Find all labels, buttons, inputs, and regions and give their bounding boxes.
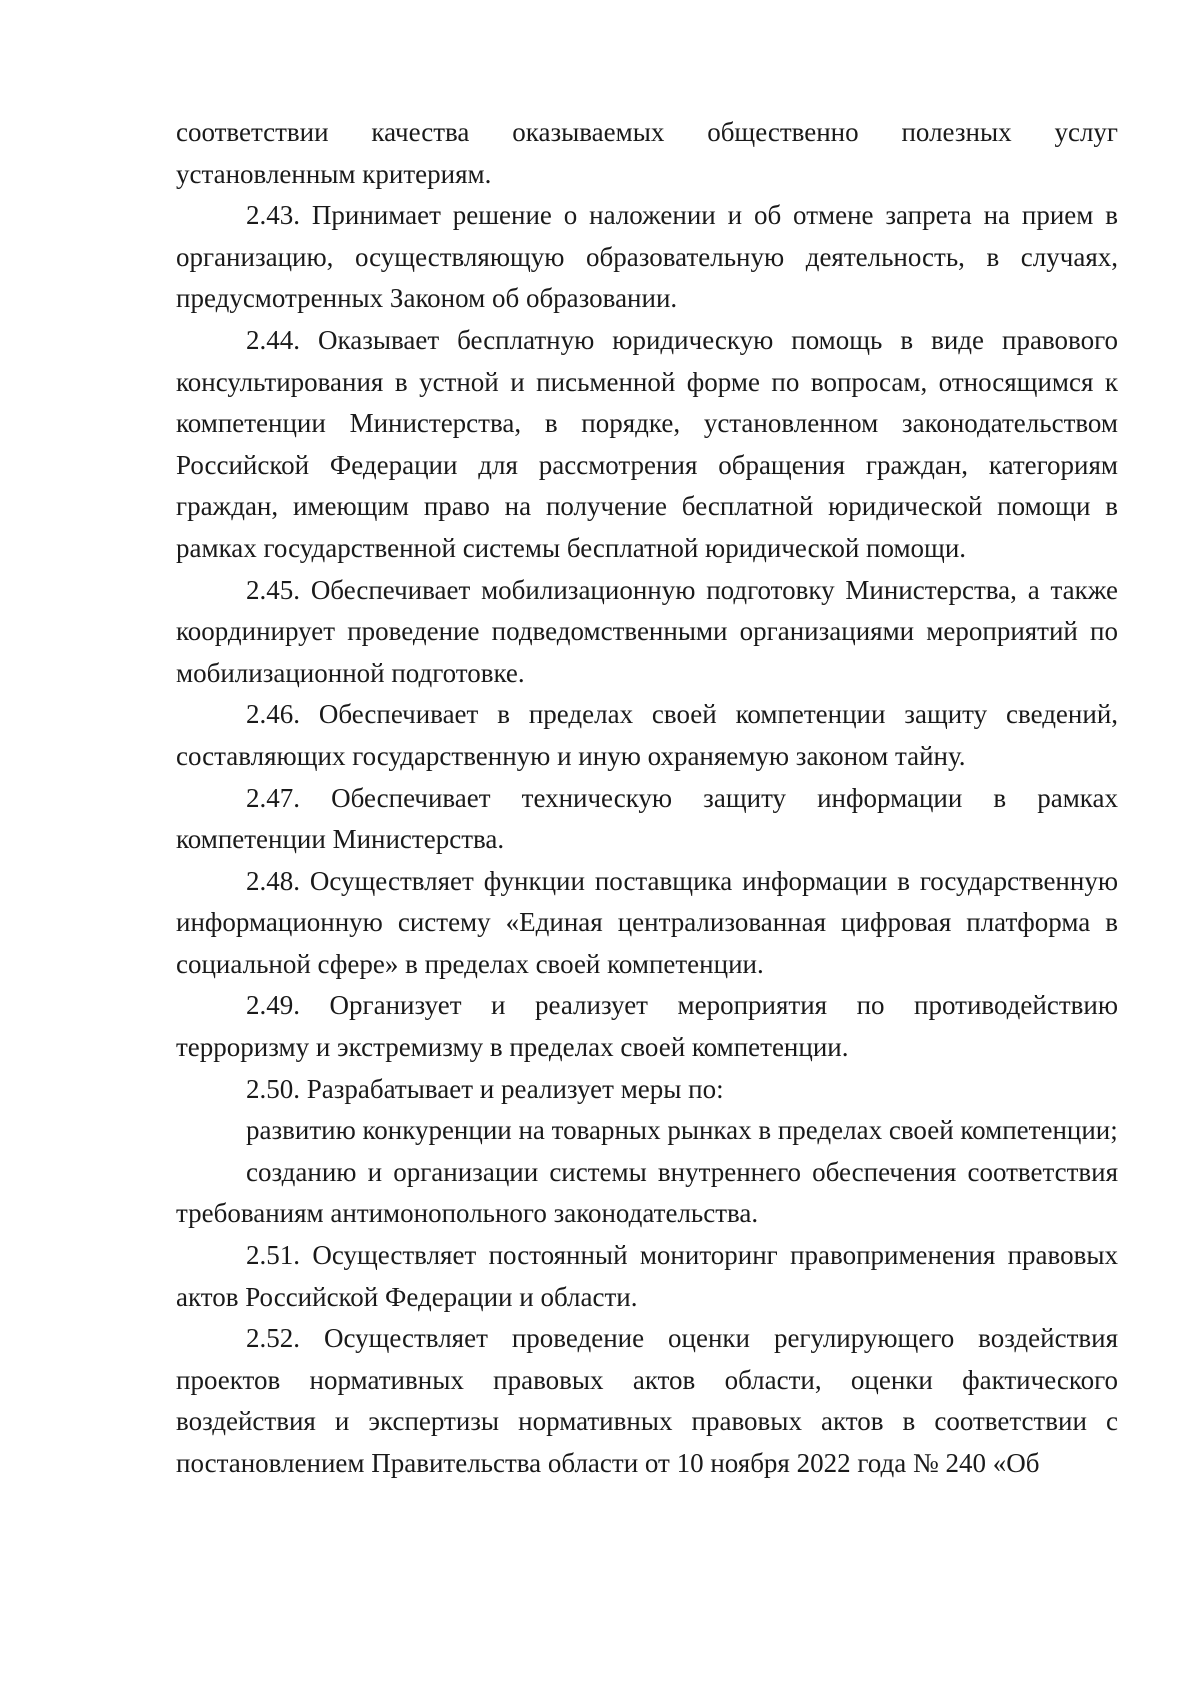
paragraph-text: Обеспечивает в пределах своей компетенции защиту сведений, составляющих государственную и иную охраняемую законом тайну.: [176, 699, 1119, 771]
paragraph-text: Осуществляет функции поставщика информации в государственную информационную систему «Единая централизованная цифровая платформа в социальной сфере» в пределах своей компетенции.: [176, 865, 1118, 979]
paragraph-number: 2.51.: [246, 1240, 300, 1271]
paragraph-continuation: [176, 112, 1118, 195]
paragraph-text: Обеспечивает техническую защиту информации в рамках компетенции Министерства.: [176, 782, 1119, 855]
paragraph-number: 2.50.: [246, 1073, 300, 1104]
paragraph-2-48: [176, 861, 1118, 986]
paragraph-text: Принимает решение о наложении и об отмене запрета на прием в организацию, осуществляющую образовательную деятельность, в случаях, предусмотренных Законом об образовании.: [176, 200, 1118, 314]
paragraph-number: 2.46.: [246, 699, 300, 730]
paragraph-text: Обеспечивает мобилизационную подготовку Министерства, а также координирует проведение подведомственными организациями мероприятий по мобилизационной подготовке.: [176, 574, 1119, 688]
paragraph-number: 2.49.: [246, 990, 300, 1021]
paragraph-2-47: [176, 778, 1118, 861]
paragraph-number: 2.52.: [246, 1323, 300, 1354]
paragraph-text: Оказывает бесплатную юридическую помощь в виде правового консультирования в устной и письменной форме по вопросам, относящимся к компетенции Министерства, в порядке, установленном законодательством Российской Федерации для рассмотрения обращения граждан, категориям граждан, имеющим право на получение бесплатной юридической помощи в рамках государственной системы бесплатной юридической помощи.: [176, 324, 1118, 563]
paragraph-2-44: [176, 320, 1118, 570]
paragraph-number: 2.44.: [246, 324, 300, 355]
paragraph-2-50-item-competition: [176, 1110, 1118, 1152]
paragraph-text: созданию и организации системы внутреннего обеспечения соответствия требованиям антимонопольного законодательства.: [176, 1156, 1118, 1229]
paragraph-text: Разрабатывает и реализует меры по:: [306, 1073, 724, 1104]
paragraph-text: соответствии качества оказываемых общественно полезных услуг установленным критериям.: [176, 117, 1118, 189]
paragraph-2-46: [176, 694, 1118, 777]
paragraph-2-49: [176, 985, 1118, 1068]
paragraph-2-50: [176, 1069, 1118, 1111]
paragraph-number: 2.43.: [246, 200, 300, 231]
document-page: [176, 112, 1118, 1485]
paragraph-2-51: [176, 1235, 1118, 1318]
paragraph-text: развитию конкуренции на товарных рынках в пределах своей компетенции;: [246, 1115, 1118, 1146]
paragraph-text: Организует и реализует мероприятия по противодействию терроризму и экстремизму в пределах своей компетенции.: [176, 990, 1119, 1063]
paragraph-number: 2.48.: [246, 865, 300, 896]
paragraph-text: Осуществляет проведение оценки регулирующего воздействия проектов нормативных правовых актов области, оценки фактического воздействия и экспертизы нормативных правовых актов в соответствии с постановлением Правительства области от 10 ноября 2022 года № 240 «Об: [176, 1323, 1118, 1478]
paragraph-2-45: [176, 570, 1118, 695]
paragraph-2-52: [176, 1318, 1118, 1484]
paragraph-number: 2.47.: [246, 782, 300, 813]
paragraph-text: Осуществляет постоянный мониторинг правоприменения правовых актов Российской Федерации и области.: [176, 1240, 1118, 1312]
paragraph-2-50-item-antimonopoly: [176, 1152, 1118, 1235]
paragraph-number: 2.45.: [246, 574, 300, 605]
paragraph-2-43: [176, 195, 1118, 320]
